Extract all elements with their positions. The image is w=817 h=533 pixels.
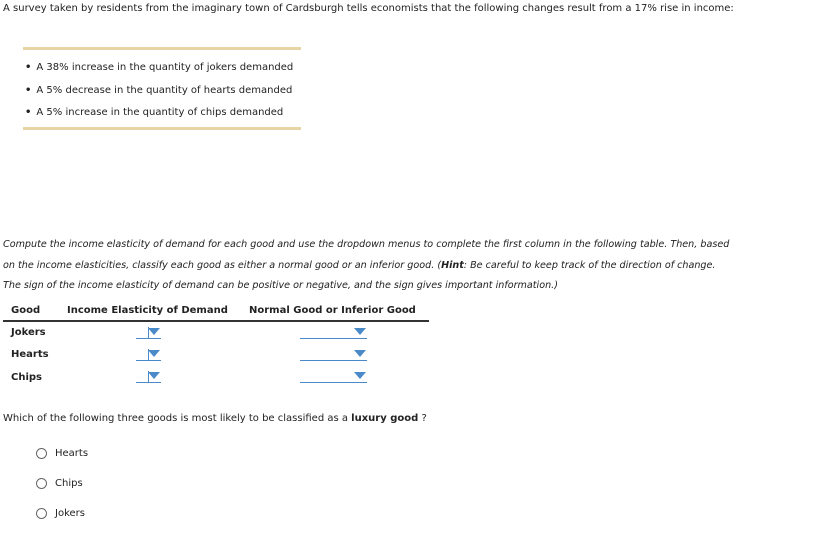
option-label: Jokers (55, 507, 85, 519)
radio-button[interactable] (36, 508, 47, 519)
option-label: Chips (55, 477, 83, 489)
instructions (3, 235, 803, 297)
intro-text: A survey taken by residents from the imaginary town of Cardsburgh tells economists that the following changes result from a 17% rise in income: (3, 3, 734, 14)
option-chips[interactable] (36, 476, 83, 490)
radio-button[interactable] (36, 478, 47, 489)
option-jokers[interactable] (36, 506, 85, 520)
chevron-down-icon (354, 372, 366, 379)
chevron-down-icon (148, 328, 160, 335)
jokers-elasticity-dropdown[interactable] (136, 326, 161, 339)
chevron-down-icon (148, 372, 160, 379)
row-label-jokers: Jokers (11, 327, 46, 338)
hearts-elasticity-dropdown[interactable] (136, 348, 161, 361)
option-hearts[interactable] (36, 446, 88, 460)
luxury-question (3, 413, 427, 424)
chips-elasticity-dropdown[interactable] (136, 370, 161, 383)
list-item: • A 38% increase in the quantity of jokers demanded (25, 62, 293, 85)
table-header-rule (3, 320, 429, 322)
question-text: Which of the following three goods is most likely to be classified as a (3, 413, 352, 424)
question-term: luxury good (351, 413, 419, 424)
instructions-text: on the income elasticities, classify each good as either a normal good or an inferior good. ( (3, 259, 442, 271)
header-classification: Normal Good or Inferior Good (249, 305, 416, 316)
changes-list (25, 62, 293, 130)
list-item: • A 5% increase in the quantity of chips demanded (25, 107, 293, 130)
list-item: • A 5% decrease in the quantity of hearts demanded (25, 85, 293, 108)
box-bottom-rule (23, 127, 301, 130)
chips-classification-dropdown[interactable] (300, 370, 367, 383)
instructions-line-1: Compute the income elasticity of demand for each good and use the dropdown menus to complete the first column in the following table. Then, based (3, 239, 730, 250)
option-label: Hearts (55, 447, 89, 459)
header-elasticity: Income Elasticity of Demand (67, 305, 228, 316)
instructions-line-2 (3, 256, 803, 277)
chevron-down-icon (354, 350, 366, 357)
chevron-down-icon (354, 328, 366, 335)
jokers-classification-dropdown[interactable] (300, 326, 367, 339)
hearts-classification-dropdown[interactable] (300, 348, 367, 361)
header-good: Good (11, 305, 41, 316)
box-top-rule (23, 47, 301, 50)
instructions-text: : Be careful to keep track of the direction of change. (463, 259, 716, 271)
instructions-line-3: The sign of the income elasticity of demand can be positive or negative, and the sign gives important information.) (3, 280, 558, 291)
chevron-down-icon (148, 350, 160, 357)
question-text: ? (418, 413, 427, 424)
row-label-chips: Chips (11, 372, 42, 383)
radio-button[interactable] (36, 448, 47, 459)
row-label-hearts: Hearts (11, 349, 49, 360)
hint-label: Hint (441, 259, 464, 271)
